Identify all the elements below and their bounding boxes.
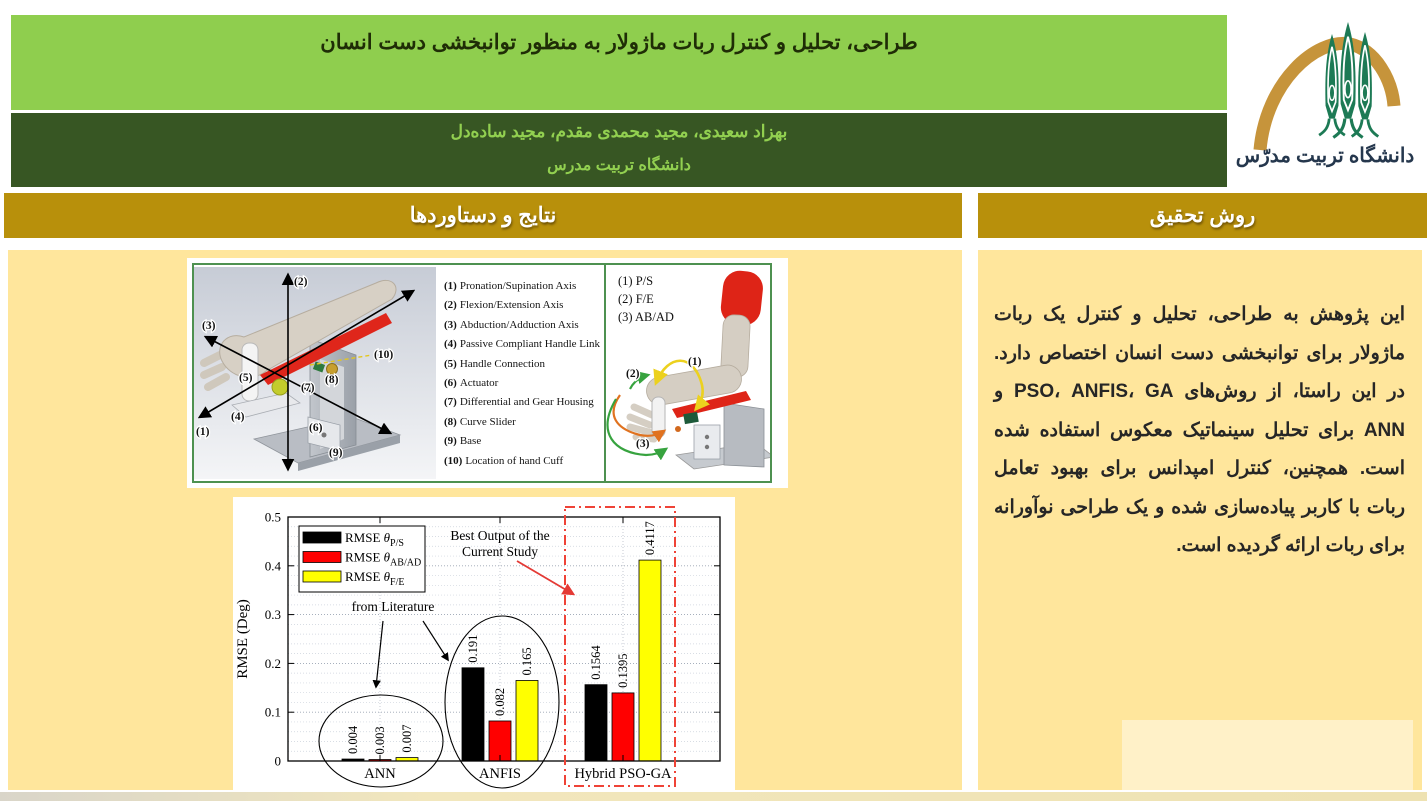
y-tick-label: 0.5 xyxy=(264,509,281,525)
authors-line: بهزاد سعیدی، مجید محمدی مقدم، مجید ساده‌دل xyxy=(450,122,788,141)
robot-ball-joint xyxy=(272,379,288,395)
y-tick-label: 0.4 xyxy=(264,558,281,574)
university-logo xyxy=(1228,0,1427,192)
x-category-label: ANFIS xyxy=(479,766,521,782)
bar-value-label: 0.1564 xyxy=(589,645,604,680)
x-category-label: Hybrid PSO-GA xyxy=(574,766,672,782)
figure-legend-item: (7) Differential and Gear Housing xyxy=(444,396,594,409)
best-output-label: Current Study xyxy=(461,544,539,559)
motion-key-abad: (3) AB/AD xyxy=(618,310,674,324)
part-label-7: (7) xyxy=(301,382,315,394)
poster-title: طراحی، تحلیل و کنترل ربات ماژولار به منظور توانبخشی دست انسان xyxy=(320,31,918,54)
robot-figure-frame xyxy=(192,263,772,483)
bar xyxy=(585,685,607,761)
logo-cypress-trees xyxy=(1319,22,1378,138)
bar-value-label: 0.003 xyxy=(373,726,388,755)
bar-value-label: 0.1395 xyxy=(616,653,631,688)
y-tick-label: 0.3 xyxy=(264,607,281,623)
motion-key-fe: (2) F/E xyxy=(618,292,654,306)
university-logo-graphic xyxy=(1228,0,1427,192)
chart-legend xyxy=(299,526,425,592)
authors-bar xyxy=(11,113,1227,187)
y-axis-label: RMSE (Deg) xyxy=(235,599,251,679)
robot-motion-drawing xyxy=(606,265,770,481)
figure-legend-item: (2) Flexion/Extension Axis xyxy=(444,299,564,312)
part-label-9: (9) xyxy=(329,447,343,459)
rmse-chart-box xyxy=(233,497,735,790)
figure-legend xyxy=(436,265,604,481)
robot-motion-figure xyxy=(606,265,770,481)
figure-legend-item: (3) Abduction/Adduction Axis xyxy=(444,318,579,331)
title-bar xyxy=(11,15,1227,110)
motion-label-1: (1) xyxy=(688,356,702,368)
bar xyxy=(612,693,634,761)
logo-calligraphy: دانشگاه تربیت مدرّس xyxy=(1235,145,1415,167)
legend-entry: RMSE $\theta_{F/E}$ xyxy=(345,569,405,588)
axis-label-1: (1) xyxy=(196,426,210,438)
figure-legend-item: (1) Pronation/Supination Axis xyxy=(444,280,577,292)
motion-key-ps: (1) P/S xyxy=(618,274,654,288)
part-label-5: (5) xyxy=(239,372,253,384)
y-tick-label: 0 xyxy=(274,753,281,769)
bar xyxy=(516,680,538,761)
axis-label-2: (2) xyxy=(294,276,308,288)
faded-overlay-box xyxy=(1122,720,1413,792)
y-tick-label: 0.1 xyxy=(264,704,281,720)
legend-entry: RMSE $\theta_{AB/AD}$ xyxy=(345,549,422,569)
bar-value-label: 0.007 xyxy=(400,724,415,753)
part-label-10: (10) xyxy=(374,349,394,361)
affiliation-line: دانشگاه تربیت مدرس xyxy=(547,157,691,174)
best-output-label: Best Output of the xyxy=(450,528,550,543)
robot-figure-box xyxy=(187,258,788,488)
robot-axes-drawing xyxy=(194,265,436,481)
section-header-results-label: نتایج و دستاوردها xyxy=(409,204,557,227)
figure-legend-item: (6) Actuator xyxy=(444,377,499,390)
x-category-label: ANN xyxy=(364,766,396,782)
section-header-results xyxy=(4,193,962,238)
bar xyxy=(462,668,484,761)
robot2-column xyxy=(724,403,764,467)
axis-label-3: (3) xyxy=(202,320,216,332)
legend-entry: RMSE $\theta_{P/S}$ xyxy=(345,530,404,549)
figure-legend-item: (4) Passive Compliant Handle Link xyxy=(444,338,601,351)
method-paragraph: این پژوهش به طراحی، تحلیل و کنترل یک ربات ماژولار برای توانبخشی دست انسان اختصاص دارد. در این راستا، از روش‌های PSO، ANFIS، GA و ANN برای تحلیل سینماتیک معکوس استفاده شده است. همچنین، کنترل امپدانس برای بهبود تعامل ربات با کاربر پیاده‌سازی شده و یک طراحی نوآورانه برای ربات ارائه گردیده است. xyxy=(994,304,1405,556)
method-panel xyxy=(978,250,1422,790)
bar xyxy=(639,560,661,761)
part-label-6: (6) xyxy=(309,422,323,434)
motion-label-2: (2) xyxy=(626,368,640,380)
robot-axes-figure xyxy=(194,265,436,481)
figure-legend-item: (5) Handle Connection xyxy=(444,357,546,370)
bar-value-label: 0.4117 xyxy=(643,521,658,556)
bar xyxy=(489,721,511,761)
part-label-4: (4) xyxy=(231,411,245,423)
bar-value-label: 0.004 xyxy=(346,725,361,755)
y-tick-label: 0.2 xyxy=(264,655,281,671)
bottom-strip xyxy=(0,792,1427,801)
section-header-method xyxy=(978,193,1427,238)
motion-label-3: (3) xyxy=(636,438,650,450)
figure-legend-item: (8) Curve Slider xyxy=(444,415,516,428)
figure-legend-item: (10) Location of hand Cuff xyxy=(444,454,564,467)
rmse-bar-chart xyxy=(233,497,735,790)
literature-label: from Literature xyxy=(351,599,435,614)
part-label-8: (8) xyxy=(325,374,339,386)
bar-value-label: 0.191 xyxy=(466,634,481,663)
bar-value-label: 0.165 xyxy=(520,647,535,676)
figure-legend-item: (9) Base xyxy=(444,435,482,448)
section-header-method-label: روش تحقیق xyxy=(1149,204,1256,227)
bar-value-label: 0.082 xyxy=(493,687,508,716)
